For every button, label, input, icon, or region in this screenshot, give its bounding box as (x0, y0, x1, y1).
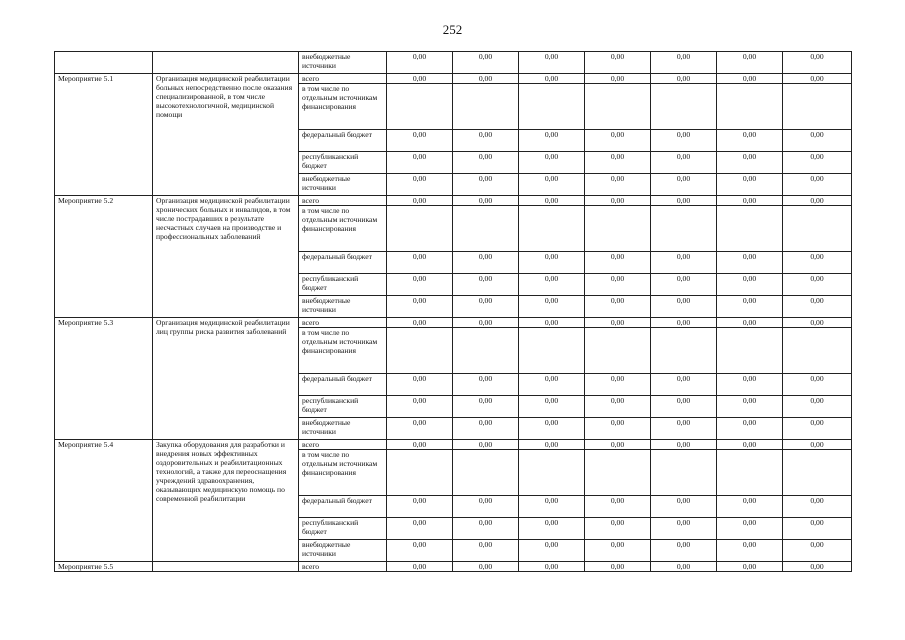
amount-cell (783, 328, 852, 374)
amount-cell: 0,00 (387, 130, 453, 152)
amount-cell (387, 328, 453, 374)
funding-source: в том числе по отдельным источникам финансирования (299, 328, 387, 374)
amount-cell: 0,00 (519, 296, 585, 318)
table-row (55, 318, 852, 328)
amount-cell: 0,00 (783, 74, 852, 84)
amount-cell: 0,00 (519, 540, 585, 562)
amount-cell: 0,00 (717, 252, 783, 274)
amount-cell: 0,00 (387, 152, 453, 174)
amount-cell (783, 206, 852, 252)
amount-cell: 0,00 (717, 440, 783, 450)
amount-cell: 0,00 (783, 296, 852, 318)
amount-cell: 0,00 (717, 152, 783, 174)
amount-cell: 0,00 (519, 274, 585, 296)
amount-cell: 0,00 (387, 274, 453, 296)
amount-cell: 0,00 (585, 418, 651, 440)
amount-cell: 0,00 (717, 396, 783, 418)
amount-cell (717, 450, 783, 496)
amount-cell: 0,00 (717, 74, 783, 84)
amount-cell: 0,00 (717, 318, 783, 328)
amount-cell: 0,00 (651, 274, 717, 296)
amount-cell: 0,00 (387, 374, 453, 396)
amount-cell: 0,00 (519, 74, 585, 84)
amount-cell: 0,00 (717, 296, 783, 318)
funding-table (54, 51, 852, 572)
amount-cell: 0,00 (453, 396, 519, 418)
amount-cell: 0,00 (651, 518, 717, 540)
activity-description (153, 52, 299, 74)
amount-cell (387, 206, 453, 252)
amount-cell (585, 328, 651, 374)
amount-cell (651, 206, 717, 252)
amount-cell (453, 84, 519, 130)
funding-source: республиканский бюджет (299, 518, 387, 540)
amount-cell: 0,00 (585, 130, 651, 152)
amount-cell: 0,00 (717, 562, 783, 572)
amount-cell: 0,00 (387, 396, 453, 418)
amount-cell (783, 450, 852, 496)
amount-cell: 0,00 (519, 252, 585, 274)
amount-cell (651, 328, 717, 374)
amount-cell: 0,00 (585, 496, 651, 518)
amount-cell: 0,00 (453, 374, 519, 396)
amount-cell: 0,00 (519, 318, 585, 328)
amount-cell: 0,00 (453, 74, 519, 84)
amount-cell: 0,00 (651, 374, 717, 396)
amount-cell: 0,00 (585, 196, 651, 206)
activity-label: Мероприятие 5.1 (55, 74, 153, 196)
amount-cell: 0,00 (453, 152, 519, 174)
activity-description (153, 562, 299, 572)
amount-cell: 0,00 (387, 52, 453, 74)
funding-source: республиканский бюджет (299, 396, 387, 418)
amount-cell: 0,00 (585, 296, 651, 318)
amount-cell: 0,00 (717, 52, 783, 74)
amount-cell: 0,00 (585, 152, 651, 174)
amount-cell: 0,00 (651, 562, 717, 572)
amount-cell: 0,00 (783, 562, 852, 572)
amount-cell: 0,00 (387, 296, 453, 318)
amount-cell: 0,00 (453, 418, 519, 440)
amount-cell (453, 450, 519, 496)
activity-label: Мероприятие 5.5 (55, 562, 153, 572)
amount-cell: 0,00 (519, 52, 585, 74)
funding-source: в том числе по отдельным источникам финансирования (299, 450, 387, 496)
funding-source: федеральный бюджет (299, 130, 387, 152)
amount-cell: 0,00 (651, 74, 717, 84)
amount-cell: 0,00 (783, 252, 852, 274)
amount-cell: 0,00 (453, 274, 519, 296)
amount-cell: 0,00 (783, 374, 852, 396)
amount-cell: 0,00 (453, 540, 519, 562)
activity-label: Мероприятие 5.2 (55, 196, 153, 318)
amount-cell: 0,00 (387, 562, 453, 572)
amount-cell (453, 206, 519, 252)
amount-cell (651, 84, 717, 130)
table-row (55, 562, 852, 572)
funding-source: всего (299, 440, 387, 450)
funding-source: всего (299, 318, 387, 328)
amount-cell: 0,00 (783, 152, 852, 174)
funding-source: внебюджетные источники (299, 174, 387, 196)
amount-cell: 0,00 (519, 152, 585, 174)
amount-cell: 0,00 (783, 418, 852, 440)
funding-source: внебюджетные источники (299, 418, 387, 440)
table-row (55, 440, 852, 450)
amount-cell: 0,00 (387, 196, 453, 206)
amount-cell: 0,00 (651, 252, 717, 274)
amount-cell: 0,00 (519, 374, 585, 396)
amount-cell: 0,00 (585, 540, 651, 562)
amount-cell: 0,00 (783, 318, 852, 328)
amount-cell: 0,00 (651, 196, 717, 206)
amount-cell: 0,00 (783, 540, 852, 562)
amount-cell: 0,00 (387, 74, 453, 84)
amount-cell: 0,00 (519, 440, 585, 450)
amount-cell: 0,00 (717, 274, 783, 296)
funding-source: федеральный бюджет (299, 252, 387, 274)
amount-cell (519, 328, 585, 374)
amount-cell: 0,00 (387, 318, 453, 328)
funding-source: всего (299, 196, 387, 206)
amount-cell: 0,00 (585, 174, 651, 196)
amount-cell: 0,00 (783, 174, 852, 196)
amount-cell: 0,00 (519, 130, 585, 152)
amount-cell: 0,00 (651, 540, 717, 562)
amount-cell: 0,00 (717, 196, 783, 206)
amount-cell (783, 84, 852, 130)
amount-cell: 0,00 (651, 318, 717, 328)
amount-cell (585, 206, 651, 252)
amount-cell (717, 328, 783, 374)
amount-cell: 0,00 (585, 52, 651, 74)
amount-cell: 0,00 (585, 374, 651, 396)
activity-description: Закупка оборудования для разработки и внедрения новых эффективных оздоровительных и реабилитационных технологий, а также для переоснащения учреждений здравоохранения, оказывающих медицинскую помощь по современной реабилитации (153, 440, 299, 562)
page-number: 252 (442, 22, 463, 37)
funding-source: внебюджетные источники (299, 296, 387, 318)
amount-cell: 0,00 (651, 152, 717, 174)
amount-cell: 0,00 (519, 396, 585, 418)
amount-cell: 0,00 (387, 440, 453, 450)
table-row (55, 52, 852, 74)
amount-cell: 0,00 (717, 496, 783, 518)
amount-cell: 0,00 (651, 418, 717, 440)
amount-cell: 0,00 (387, 518, 453, 540)
amount-cell: 0,00 (519, 518, 585, 540)
activity-label (55, 52, 153, 74)
amount-cell: 0,00 (453, 296, 519, 318)
activity-description: Организация медицинской реабилитации хронических больных и инвалидов, в том числе пострадавших в результате несчастных случаев на производстве и профессиональных заболеваний (153, 196, 299, 318)
amount-cell: 0,00 (453, 130, 519, 152)
amount-cell: 0,00 (387, 540, 453, 562)
amount-cell: 0,00 (717, 374, 783, 396)
amount-cell: 0,00 (783, 196, 852, 206)
amount-cell: 0,00 (387, 496, 453, 518)
funding-source: всего (299, 562, 387, 572)
amount-cell: 0,00 (783, 518, 852, 540)
amount-cell: 0,00 (783, 274, 852, 296)
amount-cell: 0,00 (585, 318, 651, 328)
funding-source: внебюджетные источники (299, 540, 387, 562)
amount-cell: 0,00 (783, 130, 852, 152)
amount-cell: 0,00 (783, 52, 852, 74)
table-row (55, 196, 852, 206)
amount-cell: 0,00 (585, 274, 651, 296)
amount-cell: 0,00 (717, 174, 783, 196)
amount-cell (585, 84, 651, 130)
funding-source: федеральный бюджет (299, 374, 387, 396)
funding-source: всего (299, 74, 387, 84)
amount-cell: 0,00 (783, 440, 852, 450)
amount-cell: 0,00 (585, 396, 651, 418)
amount-cell (651, 450, 717, 496)
amount-cell: 0,00 (717, 518, 783, 540)
activity-description: Организация медицинской реабилитации больных непосредственно после оказания специализированной, в том числе высокотехнологичной, медицинской помощи (153, 74, 299, 196)
amount-cell: 0,00 (453, 562, 519, 572)
amount-cell: 0,00 (717, 130, 783, 152)
amount-cell: 0,00 (651, 296, 717, 318)
amount-cell: 0,00 (519, 196, 585, 206)
amount-cell (453, 328, 519, 374)
amount-cell (519, 450, 585, 496)
amount-cell: 0,00 (651, 52, 717, 74)
funding-source: республиканский бюджет (299, 274, 387, 296)
amount-cell (717, 84, 783, 130)
amount-cell: 0,00 (585, 252, 651, 274)
amount-cell: 0,00 (651, 496, 717, 518)
amount-cell: 0,00 (651, 440, 717, 450)
amount-cell: 0,00 (519, 496, 585, 518)
amount-cell: 0,00 (453, 496, 519, 518)
amount-cell: 0,00 (585, 562, 651, 572)
amount-cell: 0,00 (519, 562, 585, 572)
amount-cell (519, 84, 585, 130)
amount-cell: 0,00 (453, 52, 519, 74)
amount-cell (519, 206, 585, 252)
amount-cell: 0,00 (651, 396, 717, 418)
amount-cell: 0,00 (585, 440, 651, 450)
amount-cell: 0,00 (453, 440, 519, 450)
activity-label: Мероприятие 5.4 (55, 440, 153, 562)
amount-cell (387, 84, 453, 130)
amount-cell (585, 450, 651, 496)
amount-cell: 0,00 (717, 418, 783, 440)
amount-cell: 0,00 (387, 418, 453, 440)
amount-cell (387, 450, 453, 496)
amount-cell: 0,00 (453, 518, 519, 540)
funding-source: федеральный бюджет (299, 496, 387, 518)
amount-cell: 0,00 (585, 74, 651, 84)
funding-source: в том числе по отдельным источникам финансирования (299, 206, 387, 252)
amount-cell: 0,00 (387, 252, 453, 274)
activity-description: Организация медицинской реабилитации лиц группы риска развития заболеваний (153, 318, 299, 440)
amount-cell: 0,00 (585, 518, 651, 540)
funding-source: республиканский бюджет (299, 152, 387, 174)
amount-cell: 0,00 (519, 418, 585, 440)
amount-cell: 0,00 (453, 174, 519, 196)
amount-cell: 0,00 (453, 196, 519, 206)
amount-cell (717, 206, 783, 252)
funding-source: внебюджетные источники (299, 52, 387, 74)
amount-cell: 0,00 (453, 252, 519, 274)
amount-cell: 0,00 (651, 130, 717, 152)
amount-cell: 0,00 (453, 318, 519, 328)
amount-cell: 0,00 (783, 396, 852, 418)
amount-cell: 0,00 (717, 540, 783, 562)
table-row (55, 74, 852, 84)
amount-cell: 0,00 (783, 496, 852, 518)
activity-label: Мероприятие 5.3 (55, 318, 153, 440)
funding-source: в том числе по отдельным источникам финансирования (299, 84, 387, 130)
amount-cell: 0,00 (387, 174, 453, 196)
amount-cell: 0,00 (519, 174, 585, 196)
amount-cell: 0,00 (651, 174, 717, 196)
